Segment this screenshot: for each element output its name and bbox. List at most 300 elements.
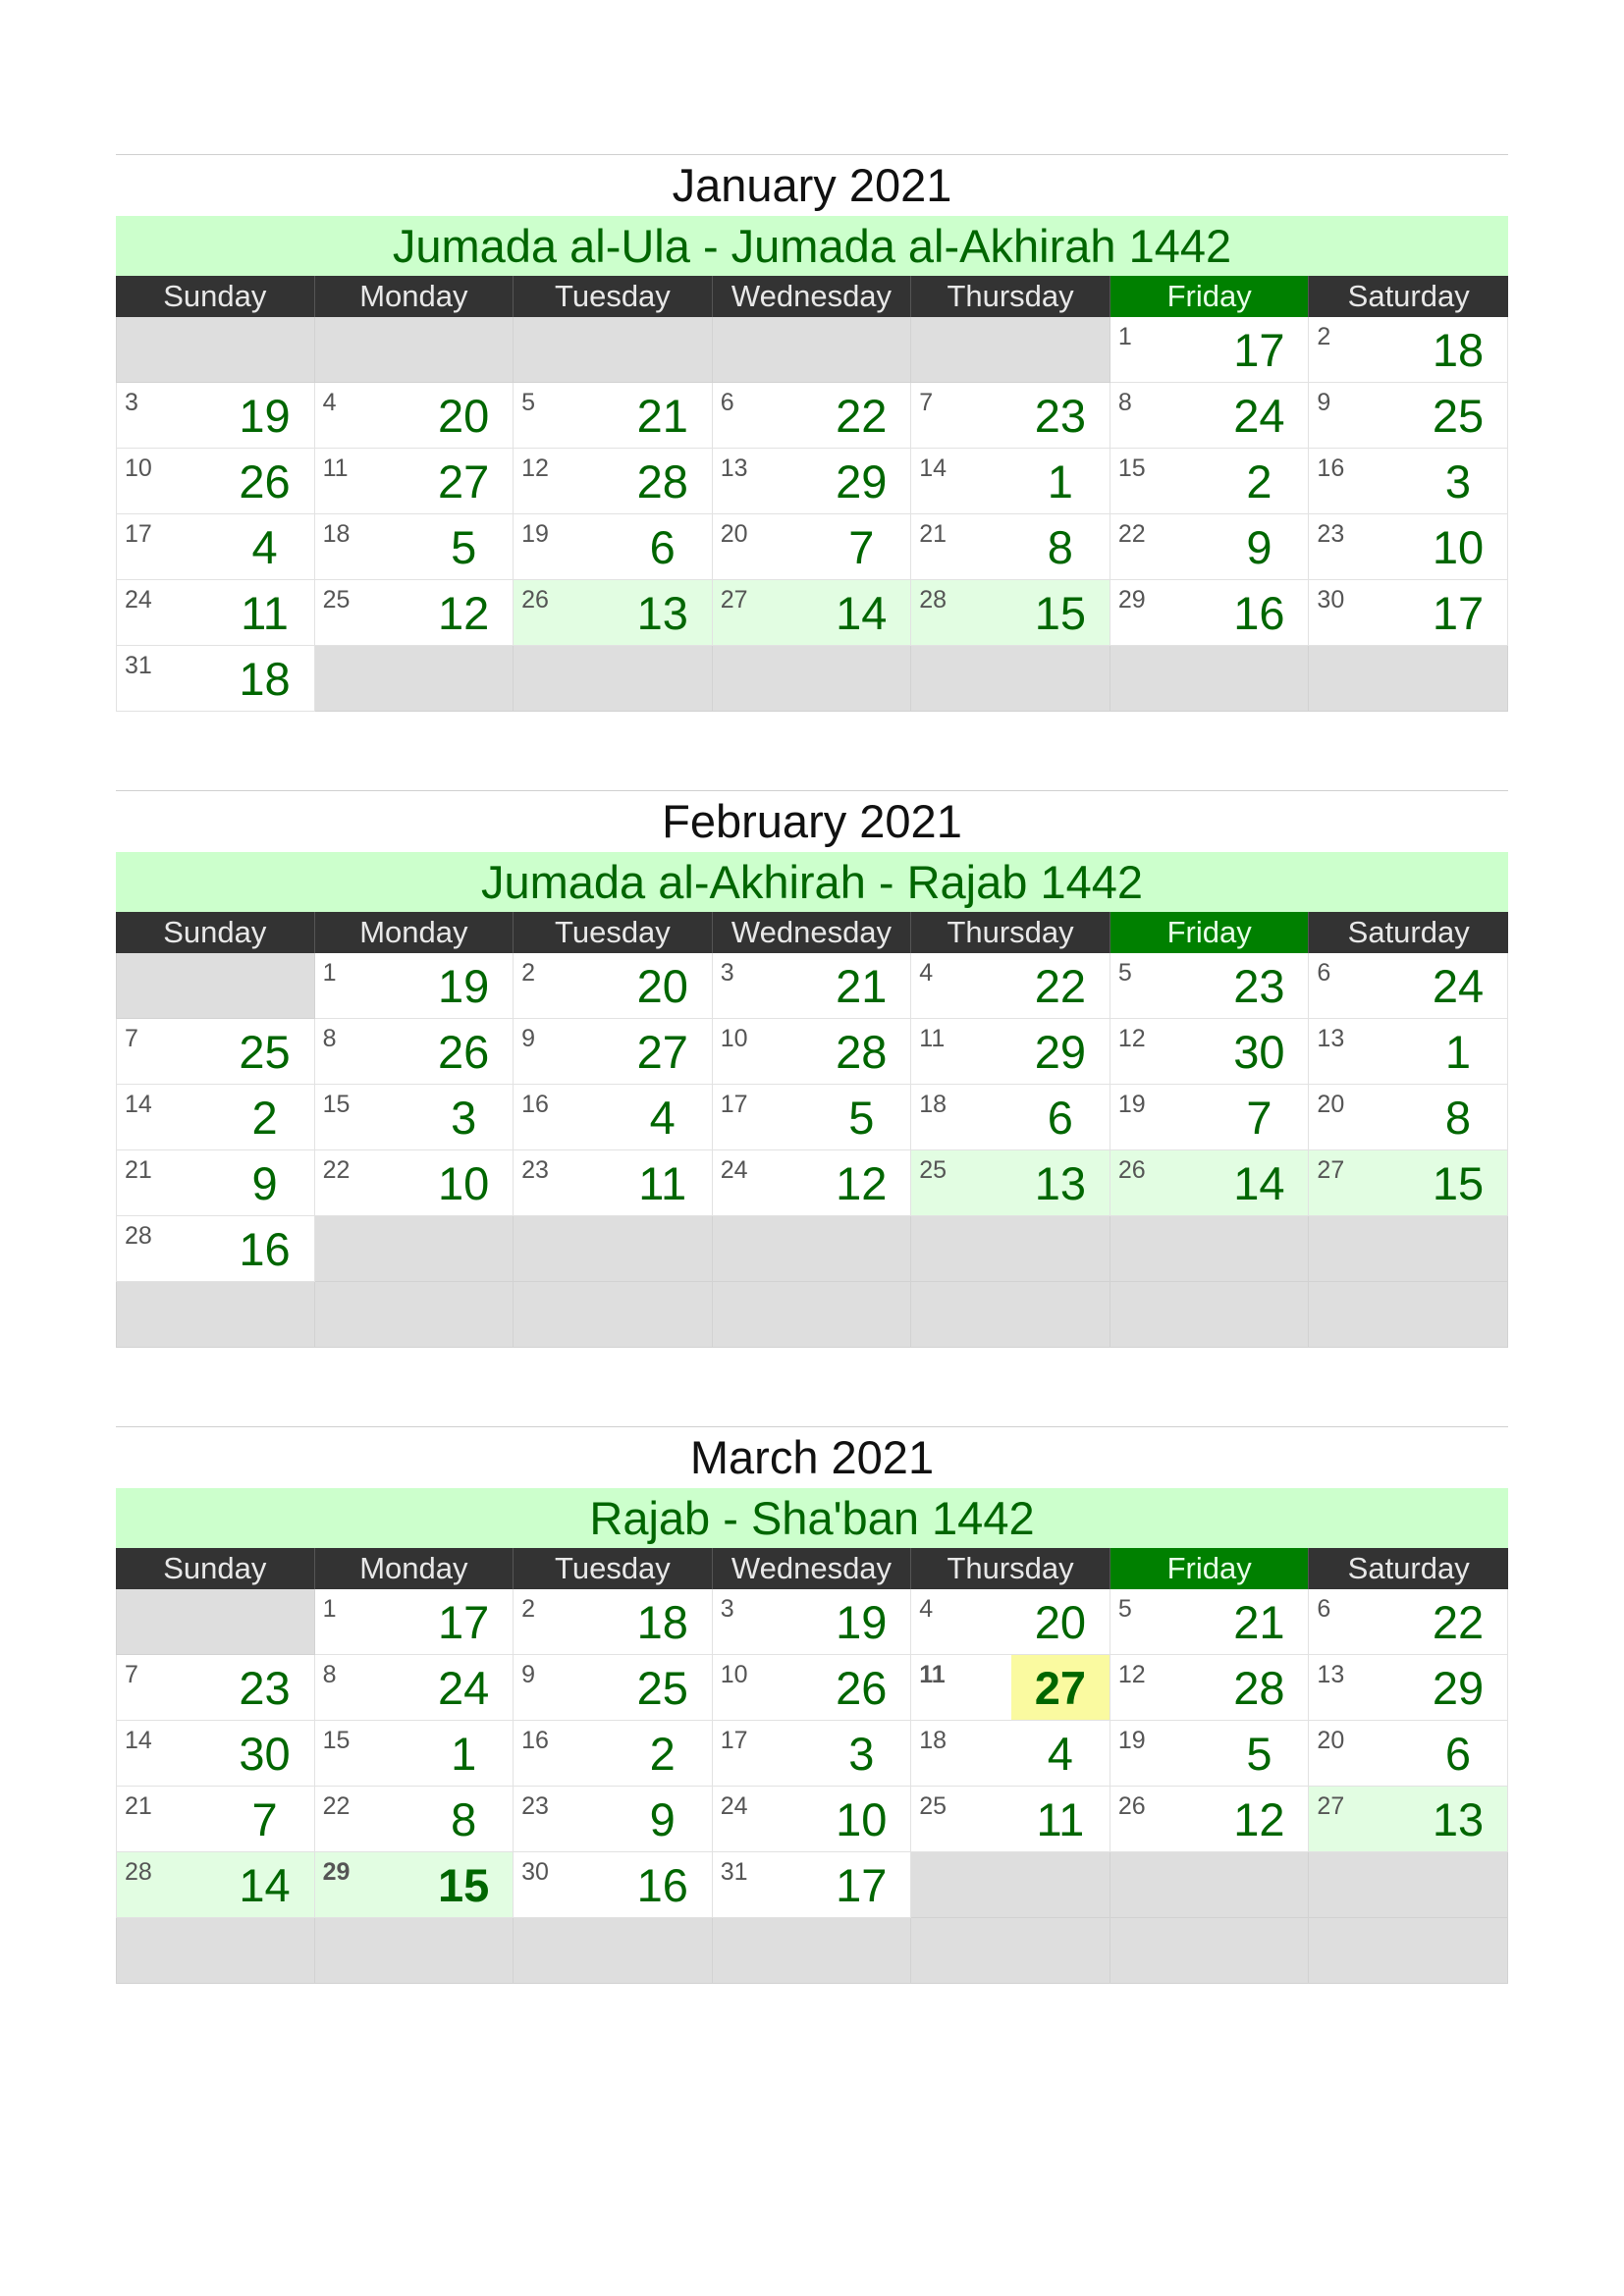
hijri-day-number: 6: [1047, 1091, 1073, 1144]
gregorian-day-number: 23: [521, 1156, 549, 1184]
gregorian-day-number: 15: [322, 1091, 351, 1118]
empty-day-cell: [116, 953, 315, 1019]
hijri-day-number: 2: [1246, 454, 1272, 507]
gregorian-day-number: 6: [720, 389, 734, 416]
weekday-wednesday: Wednesday: [713, 912, 912, 953]
day-cell: [315, 1150, 514, 1216]
weekday-sunday: Sunday: [116, 276, 315, 317]
empty-day-cell: [713, 646, 912, 712]
month-title: February 2021: [116, 790, 1508, 852]
gregorian-day-number: 9: [521, 1661, 536, 1688]
gregorian-day-number: 5: [521, 389, 536, 416]
empty-day-cell: [713, 1282, 912, 1348]
gregorian-day-number: 31: [720, 1858, 748, 1886]
gregorian-day-number: 27: [1317, 1156, 1345, 1184]
day-cell: [1110, 317, 1310, 383]
gregorian-day-number: 21: [125, 1156, 152, 1184]
day-cell: [911, 953, 1110, 1019]
hijri-day-number: 17: [1233, 323, 1285, 376]
hijri-day-number: 19: [438, 959, 490, 1012]
gregorian-day-number: 3: [125, 389, 138, 416]
gregorian-day-number: 8: [322, 1661, 337, 1688]
hijri-day-number: 28: [1233, 1661, 1285, 1714]
day-cell: [713, 580, 912, 646]
day-cell: [1309, 953, 1508, 1019]
empty-day-cell: [911, 646, 1110, 712]
day-cell: [116, 1787, 315, 1852]
hijri-day-number: 20: [438, 389, 490, 442]
hijri-day-number: 17: [438, 1595, 490, 1648]
day-cell: [1110, 449, 1310, 514]
hijri-day-number: 14: [836, 586, 888, 639]
hijri-day-number: 11: [1036, 1792, 1085, 1845]
hijri-day-number: 9: [251, 1156, 278, 1209]
day-cell: [116, 1655, 315, 1721]
hijri-day-number: 8: [1047, 520, 1073, 573]
day-cell: [713, 383, 912, 449]
gregorian-day-number: 13: [720, 454, 748, 482]
hijri-day-number: 16: [1233, 586, 1285, 639]
day-cell: [911, 1721, 1110, 1787]
day-cell: [514, 1150, 713, 1216]
hijri-day-number: 30: [1233, 1025, 1285, 1078]
gregorian-day-number: 21: [125, 1792, 152, 1820]
hijri-day-number: 4: [1047, 1727, 1073, 1780]
day-cell: [1110, 1721, 1310, 1787]
weekday-friday: Friday: [1110, 912, 1310, 953]
hijri-day-number: 1: [451, 1727, 477, 1780]
hijri-day-number: 5: [1246, 1727, 1272, 1780]
hijri-day-number: 24: [438, 1661, 490, 1714]
hijri-day-number: 20: [636, 959, 688, 1012]
day-cell: [514, 1019, 713, 1085]
empty-day-cell: [315, 1216, 514, 1282]
hijri-day-number: 9: [1246, 520, 1272, 573]
day-cell: [315, 514, 514, 580]
empty-day-cell: [713, 1918, 912, 1984]
weekday-friday: Friday: [1110, 1548, 1310, 1589]
hijri-day-number: 25: [636, 1661, 688, 1714]
empty-day-cell: [116, 1282, 315, 1348]
gregorian-day-number: 30: [521, 1858, 549, 1886]
gregorian-day-number: 24: [125, 586, 152, 614]
day-cell: [1110, 953, 1310, 1019]
day-cell: [514, 953, 713, 1019]
gregorian-day-number: 16: [521, 1091, 549, 1118]
hijri-month-title: Jumada al-Ula - Jumada al-Akhirah 1442: [116, 216, 1508, 276]
gregorian-day-number: 3: [720, 959, 734, 987]
gregorian-day-number: 11: [322, 454, 349, 482]
hijri-day-number: 10: [438, 1156, 490, 1209]
gregorian-day-number: 7: [125, 1661, 138, 1688]
gregorian-day-number: 17: [125, 520, 152, 548]
day-cell: [911, 580, 1110, 646]
empty-day-cell: [911, 1216, 1110, 1282]
day-cell: [514, 449, 713, 514]
hijri-day-number: 5: [848, 1091, 875, 1144]
weekday-thursday: Thursday: [911, 1548, 1110, 1589]
hijri-day-number: 15: [1034, 586, 1086, 639]
gregorian-day-number: 28: [125, 1858, 152, 1886]
hijri-day-number: 23: [1233, 959, 1285, 1012]
day-cell: [1110, 1019, 1310, 1085]
gregorian-day-number: 20: [1317, 1727, 1345, 1754]
hijri-day-number: 16: [636, 1858, 688, 1911]
hijri-day-number: 4: [251, 520, 278, 573]
weekday-saturday: Saturday: [1347, 915, 1470, 949]
hijri-day-number: 10: [1432, 520, 1485, 573]
gregorian-day-number: 9: [1317, 389, 1331, 416]
gregorian-day-number: 24: [720, 1156, 748, 1184]
hijri-day-number: 29: [1432, 1661, 1485, 1714]
gregorian-day-number: 28: [919, 586, 947, 614]
gregorian-day-number: 11: [919, 1661, 946, 1688]
gregorian-day-number: 18: [919, 1727, 947, 1754]
day-cell: [1309, 383, 1508, 449]
gregorian-day-number: 29: [1117, 586, 1146, 614]
day-cell: [1110, 1787, 1310, 1852]
hijri-day-number: 20: [1034, 1595, 1086, 1648]
hijri-day-number: 26: [239, 454, 291, 507]
day-cell: [911, 1150, 1110, 1216]
weekday-friday: Friday: [1110, 276, 1310, 317]
empty-day-cell: [911, 1852, 1110, 1918]
day-cell: [713, 953, 912, 1019]
gregorian-day-number: 5: [1117, 1595, 1132, 1623]
gregorian-day-number: 11: [919, 1025, 946, 1052]
day-cell: [315, 1589, 514, 1655]
day-cell: [713, 1150, 912, 1216]
hijri-day-number: 1: [1047, 454, 1073, 507]
weekday-wednesday: Wednesday: [713, 276, 912, 317]
gregorian-day-number: 7: [125, 1025, 138, 1052]
day-cell: [713, 1019, 912, 1085]
month-january: [116, 154, 1508, 712]
gregorian-day-number: 25: [322, 586, 351, 614]
empty-day-cell: [911, 1282, 1110, 1348]
hijri-day-number: 8: [1444, 1091, 1472, 1144]
day-cell: [1309, 1589, 1508, 1655]
day-cell: [514, 1787, 713, 1852]
day-cell: [1309, 449, 1508, 514]
gregorian-day-number: 19: [521, 520, 549, 548]
gregorian-day-number: 15: [1117, 454, 1146, 482]
gregorian-day-number: 12: [1117, 1025, 1146, 1052]
month-title: March 2021: [116, 1426, 1508, 1488]
gregorian-day-number: 16: [521, 1727, 549, 1754]
hijri-day-number: 2: [649, 1727, 676, 1780]
gregorian-day-number: 18: [322, 520, 351, 548]
day-cell: [116, 580, 315, 646]
gregorian-day-number: 1: [322, 1595, 337, 1623]
day-cell: [116, 449, 315, 514]
gregorian-day-number: 4: [322, 389, 337, 416]
hijri-day-number: 30: [239, 1727, 291, 1780]
weekday-header: [116, 912, 1508, 953]
empty-day-cell: [1309, 646, 1508, 712]
gregorian-day-number: 23: [521, 1792, 549, 1820]
gregorian-day-number: 4: [919, 1595, 934, 1623]
day-cell: [116, 1150, 315, 1216]
hijri-day-number: 13: [1432, 1792, 1485, 1845]
gregorian-day-number: 17: [720, 1091, 748, 1118]
hijri-day-number: 23: [1034, 389, 1086, 442]
day-cell: [1309, 1019, 1508, 1085]
day-grid: [116, 1589, 1508, 1984]
month-title: January 2021: [116, 154, 1508, 216]
gregorian-day-number: 26: [1117, 1792, 1146, 1820]
day-cell: [1110, 1655, 1310, 1721]
hijri-day-number: 7: [1246, 1091, 1272, 1144]
day-cell: [116, 383, 315, 449]
gregorian-day-number: 28: [125, 1222, 152, 1250]
gregorian-day-number: 14: [125, 1727, 152, 1754]
gregorian-day-number: 10: [720, 1025, 748, 1052]
gregorian-day-number: 2: [521, 959, 536, 987]
weekday-wednesday: Wednesday: [713, 1548, 912, 1589]
hijri-day-number: 28: [836, 1025, 888, 1078]
day-cell: [514, 580, 713, 646]
hijri-day-number: 11: [638, 1156, 687, 1209]
gregorian-day-number: 22: [322, 1792, 351, 1820]
gregorian-day-number: 3: [720, 1595, 734, 1623]
hijri-day-number: 28: [636, 454, 688, 507]
gregorian-day-number: 8: [322, 1025, 337, 1052]
day-cell: [911, 449, 1110, 514]
empty-day-cell: [1110, 1216, 1310, 1282]
gregorian-day-number: 12: [521, 454, 549, 482]
gregorian-day-number: 19: [1117, 1727, 1146, 1754]
hijri-day-number: 21: [1233, 1595, 1285, 1648]
day-cell: [1309, 1787, 1508, 1852]
hijri-day-number: 10: [836, 1792, 888, 1845]
gregorian-day-number: 14: [125, 1091, 152, 1118]
day-cell: [713, 1589, 912, 1655]
hijri-day-number: 14: [239, 1858, 291, 1911]
day-cell: [1309, 1721, 1508, 1787]
weekday-header: [116, 276, 1508, 317]
hijri-day-number: 27: [1011, 1655, 1110, 1720]
hijri-day-number: 4: [649, 1091, 676, 1144]
empty-day-cell: [116, 1589, 315, 1655]
hijri-day-number: 11: [241, 586, 289, 639]
day-cell: [315, 449, 514, 514]
day-cell: [116, 1019, 315, 1085]
day-cell: [911, 1787, 1110, 1852]
day-cell: [116, 1721, 315, 1787]
hijri-day-number: 17: [836, 1858, 888, 1911]
month-march: [116, 1426, 1508, 1984]
day-cell: [1110, 514, 1310, 580]
day-cell: [911, 383, 1110, 449]
day-cell: [514, 1085, 713, 1150]
day-cell: [713, 514, 912, 580]
gregorian-day-number: 12: [1117, 1661, 1146, 1688]
gregorian-day-number: 9: [521, 1025, 536, 1052]
day-cell: [315, 580, 514, 646]
gregorian-day-number: 20: [1317, 1091, 1345, 1118]
hijri-month-title: Rajab - Sha'ban 1442: [116, 1488, 1508, 1548]
day-cell: [116, 1852, 315, 1918]
day-cell: [315, 1085, 514, 1150]
gregorian-day-number: 19: [1117, 1091, 1146, 1118]
hijri-day-number: 25: [239, 1025, 291, 1078]
day-cell: [1110, 1150, 1310, 1216]
hijri-day-number: 24: [1432, 959, 1485, 1012]
hijri-month-title: Jumada al-Akhirah - Rajab 1442: [116, 852, 1508, 912]
gregorian-day-number: 8: [1117, 389, 1132, 416]
hijri-day-number: 3: [1444, 454, 1472, 507]
hijri-day-number: 19: [836, 1595, 888, 1648]
empty-day-cell: [713, 317, 912, 383]
gregorian-day-number: 27: [720, 586, 748, 614]
day-cell: [911, 1589, 1110, 1655]
day-cell: [315, 1721, 514, 1787]
day-cell: [911, 1085, 1110, 1150]
day-cell: [116, 1216, 315, 1282]
weekday-sunday: Sunday: [116, 1548, 315, 1589]
gregorian-day-number: 10: [720, 1661, 748, 1688]
gregorian-day-number: 20: [720, 520, 748, 548]
weekday-saturday: Saturday: [1347, 279, 1470, 313]
weekday-monday: Monday: [315, 276, 514, 317]
hijri-day-number: 12: [438, 586, 490, 639]
weekday-monday: Monday: [315, 912, 514, 953]
day-cell: [514, 1655, 713, 1721]
hijri-day-number: 18: [239, 652, 291, 705]
hijri-day-number: 7: [251, 1792, 278, 1845]
gregorian-day-number: 14: [919, 454, 947, 482]
hijri-day-number: 24: [1233, 389, 1285, 442]
gregorian-day-number: 13: [1317, 1025, 1345, 1052]
weekday-thursday: Thursday: [911, 276, 1110, 317]
gregorian-day-number: 7: [919, 389, 934, 416]
hijri-day-number: 22: [1432, 1595, 1485, 1648]
gregorian-day-number: 15: [322, 1727, 351, 1754]
day-cell: [1110, 1085, 1310, 1150]
day-grid: [116, 317, 1508, 712]
gregorian-day-number: 6: [1317, 1595, 1331, 1623]
hijri-day-number: 25: [1432, 389, 1485, 442]
empty-day-cell: [1110, 646, 1310, 712]
hijri-day-number: 26: [836, 1661, 888, 1714]
hijri-day-number: 19: [239, 389, 291, 442]
month-february: [116, 790, 1508, 1348]
empty-day-cell: [1309, 1216, 1508, 1282]
gregorian-day-number: 25: [919, 1156, 947, 1184]
weekday-saturday: Saturday: [1347, 1551, 1470, 1585]
day-cell: [116, 514, 315, 580]
day-cell: [315, 383, 514, 449]
hijri-day-number: 17: [1432, 586, 1485, 639]
gregorian-day-number: 18: [919, 1091, 947, 1118]
hijri-day-number: 18: [1432, 323, 1485, 376]
day-cell: [713, 449, 912, 514]
day-cell: [911, 514, 1110, 580]
empty-day-cell: [713, 1216, 912, 1282]
weekday-tuesday: Tuesday: [514, 912, 713, 953]
hijri-day-number: 12: [1233, 1792, 1285, 1845]
gregorian-day-number: 6: [1317, 959, 1331, 987]
empty-day-cell: [514, 646, 713, 712]
empty-day-cell: [514, 1918, 713, 1984]
hijri-day-number: 29: [836, 454, 888, 507]
hijri-day-number: 18: [636, 1595, 688, 1648]
hijri-day-number: 5: [451, 520, 477, 573]
day-cell: [1309, 317, 1508, 383]
day-cell: [514, 514, 713, 580]
hijri-day-number: 26: [438, 1025, 490, 1078]
gregorian-day-number: 23: [1317, 520, 1345, 548]
day-cell: [1110, 383, 1310, 449]
day-cell: [1110, 580, 1310, 646]
hijri-day-number: 14: [1233, 1156, 1285, 1209]
gregorian-day-number: 25: [919, 1792, 947, 1820]
empty-day-cell: [315, 1282, 514, 1348]
empty-day-cell: [514, 1216, 713, 1282]
hijri-day-number: 12: [836, 1156, 888, 1209]
empty-day-cell: [1110, 1852, 1310, 1918]
day-cell: [1309, 514, 1508, 580]
day-cell: [713, 1655, 912, 1721]
hijri-day-number: 2: [251, 1091, 278, 1144]
empty-day-cell: [116, 1918, 315, 1984]
gregorian-day-number: 26: [1117, 1156, 1146, 1184]
weekday-tuesday: Tuesday: [514, 1548, 713, 1589]
weekday-header: [116, 1548, 1508, 1589]
day-cell: [315, 1655, 514, 1721]
gregorian-day-number: 1: [322, 959, 337, 987]
empty-day-cell: [315, 317, 514, 383]
hijri-day-number: 13: [1034, 1156, 1086, 1209]
day-cell: [315, 1787, 514, 1852]
hijri-day-number: 16: [239, 1222, 291, 1275]
day-cell: [514, 1852, 713, 1918]
gregorian-day-number: 17: [720, 1727, 748, 1754]
gregorian-day-number: 5: [1117, 959, 1132, 987]
day-cell: [911, 1655, 1110, 1721]
hijri-day-number: 3: [451, 1091, 477, 1144]
empty-day-cell: [911, 317, 1110, 383]
weekday-tuesday: Tuesday: [514, 276, 713, 317]
weekday-sunday: Sunday: [116, 912, 315, 953]
day-cell: [116, 646, 315, 712]
gregorian-day-number: 10: [125, 454, 152, 482]
day-cell: [514, 383, 713, 449]
empty-day-cell: [514, 1282, 713, 1348]
gregorian-day-number: 22: [1117, 520, 1146, 548]
gregorian-day-number: 16: [1317, 454, 1345, 482]
day-grid: [116, 953, 1508, 1348]
day-cell: [514, 1721, 713, 1787]
hijri-day-number: 7: [848, 520, 875, 573]
hijri-day-number: 22: [1034, 959, 1086, 1012]
hijri-day-number: 9: [649, 1792, 676, 1845]
gregorian-day-number: 24: [720, 1792, 748, 1820]
day-cell: [1309, 1085, 1508, 1150]
hijri-day-number: 13: [636, 586, 688, 639]
gregorian-day-number: 13: [1317, 1661, 1345, 1688]
gregorian-day-number: 29: [322, 1858, 351, 1886]
day-cell: [315, 1019, 514, 1085]
day-cell: [1309, 1655, 1508, 1721]
hijri-day-number: 21: [836, 959, 888, 1012]
empty-day-cell: [1309, 1918, 1508, 1984]
empty-day-cell: [514, 317, 713, 383]
gregorian-day-number: 27: [1317, 1792, 1345, 1820]
hijri-day-number: 22: [836, 389, 888, 442]
empty-day-cell: [116, 317, 315, 383]
